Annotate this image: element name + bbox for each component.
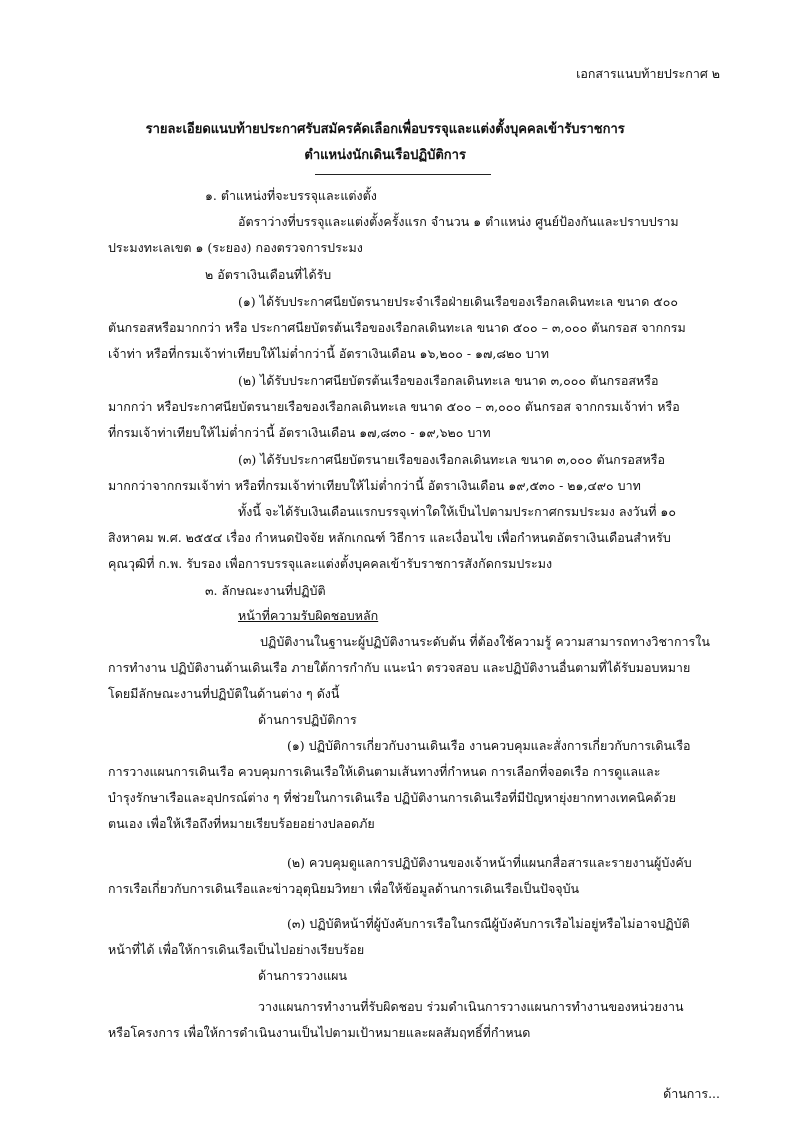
document-title-line-1: รายละเอียดแนบท้ายประกาศรับสมัครคัดเลือกเพื่อบรรจุและแต่งตั้งบุคคลเข้ารับราชการ [145, 121, 625, 137]
header-reference: เอกสารแนบท้ายประกาศ ๒ [576, 66, 720, 81]
responsibility-line: การทำงาน ปฏิบัติงานด้านเดินเรือ ภายใต้การกำกับ แนะนำ ตรวจสอบ และปฏิบัติงานอื่นตามที่ได้รับมอบหมาย [108, 660, 691, 675]
operations-heading: ด้านการปฏิบัติการ [258, 712, 357, 727]
operations-item-1-line: การวางแผนการเดินเรือ ควบคุมการเดินเรือให้เดินตามเส้นทางที่กำหนด การเลือกที่จอดเรือ การดูแลและ [108, 764, 661, 779]
section-1-line: ประมงทะเลเขต ๑ (ระยอง) กองตรวจการประมง [108, 240, 363, 255]
salary-item-1-line: (๑) ได้รับประกาศนียบัตรนายประจำเรือฝ่ายเดินเรือของเรือกลเดินทะเล ขนาด ๕๐๐ [238, 294, 679, 309]
responsibility-line: ปฏิบัติงานในฐานะผู้ปฏิบัติงานระดับต้น ที่ต้องใช้ความรู้ ความสามารถทางวิชาการใน [260, 634, 710, 649]
salary-item-2-line: ที่กรมเจ้าท่าเทียบให้ไม่ต่ำกว่านี้ อัตราเงินเดือน ๑๗,๘๓๐ - ๑๙,๖๒๐ บาท [108, 425, 491, 440]
operations-item-1-line: (๑) ปฏิบัติการเกี่ยวกับงานเดินเรือ งานควบคุมและสั่งการเกี่ยวกับการเดินเรือ [287, 738, 691, 753]
operations-item-3-line: (๓) ปฏิบัติหน้าที่ผู้บังคับการเรือในกรณีผู้บังคับการเรือไม่อยู่หรือไม่อาจปฏิบัติ [287, 916, 690, 931]
section-3-subheading: หน้าที่ความรับผิดชอบหลัก [238, 608, 379, 623]
salary-note-line: ทั้งนี้ จะได้รับเงินเดือนแรกบรรจุเท่าใดให้เป็นไปตามประกาศกรมประมง ลงวันที่ ๑๐ [238, 504, 676, 519]
planning-line: วางแผนการทำงานที่รับผิดชอบ ร่วมดำเนินการวางแผนการทำงานของหน่วยงาน [258, 999, 684, 1014]
salary-item-3-line: (๓) ได้รับประกาศนียบัตรนายเรือของเรือกลเดินทะเล ขนาด ๓,๐๐๐ ตันกรอสหรือ [238, 452, 666, 467]
salary-item-2-line: มากกว่า หรือประกาศนียบัตรนายเรือของเรือกลเดินทะเล ขนาด ๕๐๐ – ๓,๐๐๐ ตันกรอส จากกรมเจ้าท่า หรือ [108, 399, 680, 414]
salary-note-line: สิงหาคม พ.ศ. ๒๕๕๔ เรื่อง กำหนดปัจจัย หลักเกณฑ์ วิธีการ และเงื่อนไข เพื่อกำหนดอัตราเงินเดือนสำหรับ [108, 530, 671, 545]
operations-item-2-line: การเรือเกี่ยวกับการเดินเรือและข่าวอุตุนิยมวิทยา เพื่อให้ข้อมูลด้านการเดินเรือเป็นปัจจุบัน [108, 881, 580, 896]
section-2-heading: ๒ อัตราเงินเดือนที่ได้รับ [205, 267, 332, 282]
operations-item-1-line: ตนเอง เพื่อให้เรือถึงที่หมายเรียบร้อยอย่างปลอดภัย [108, 816, 375, 831]
salary-item-2-line: (๒) ได้รับประกาศนียบัตรต้นเรือของเรือกลเดินทะเล ขนาด ๓,๐๐๐ ตันกรอสหรือ [238, 373, 659, 388]
section-1-line: อัตราว่างที่บรรจุและแต่งตั้งครั้งแรก จำนวน ๑ ตำแหน่ง ศูนย์ป้องกันและปราบปราม [238, 214, 679, 229]
planning-heading: ด้านการวางแผน [258, 968, 348, 983]
operations-item-2-line: (๒) ควบคุมดูแลการปฏิบัติงานของเจ้าหน้าที่แผนกสื่อสารและรายงานผู้บังคับ [287, 855, 692, 870]
title-separator [315, 174, 491, 175]
salary-note-line: คุณวุฒิที่ ก.พ. รับรอง เพื่อการบรรจุและแต่งตั้งบุคคลเข้ารับราชการสังกัดกรมประมง [108, 556, 553, 571]
salary-item-1-line: ตันกรอสหรือมากกว่า หรือ ประกาศนียบัตรต้นเรือของเรือกลเดินทะเล ขนาด ๕๐๐ – ๓,๐๐๐ ตันกรอส จากกรม [108, 320, 686, 335]
planning-line: หรือโครงการ เพื่อให้การดำเนินงานเป็นไปตามเป้าหมายและผลสัมฤทธิ์ที่กำหนด [108, 1025, 531, 1040]
salary-item-1-line: เจ้าท่า หรือที่กรมเจ้าท่าเทียบให้ไม่ต่ำกว่านี้ อัตราเงินเดือน ๑๖,๒๐๐ - ๑๗,๘๒๐ บาท [108, 346, 550, 361]
continuation-marker: ด้านการ... [663, 1086, 720, 1101]
document-title-line-2: ตำแหน่งนักเดินเรือปฏิบัติการ [304, 147, 466, 163]
operations-item-3-line: หน้าที่ได้ เพื่อให้การเดินเรือเป็นไปอย่างเรียบร้อย [108, 942, 365, 957]
section-3-heading: ๓. ลักษณะงานที่ปฏิบัติ [205, 583, 326, 598]
salary-item-3-line: มากกว่าจากกรมเจ้าท่า หรือที่กรมเจ้าท่าเทียบให้ไม่ต่ำกว่านี้ อัตราเงินเดือน ๑๙,๕๓๐ - ๒๑,๔๙๐ บาท [108, 478, 641, 493]
responsibility-line: โดยมีลักษณะงานที่ปฏิบัติในด้านต่าง ๆ ดังนี้ [108, 686, 340, 701]
section-1-heading: ๑. ตำแหน่งที่จะบรรจุและแต่งตั้ง [205, 188, 377, 203]
operations-item-1-line: บำรุงรักษาเรือและอุปกรณ์ต่าง ๆ ที่ช่วยในการเดินเรือ ปฏิบัติงานการเดินเรือที่มีปัญหายุ่งยากทางเทคนิคด้วย [108, 790, 676, 805]
